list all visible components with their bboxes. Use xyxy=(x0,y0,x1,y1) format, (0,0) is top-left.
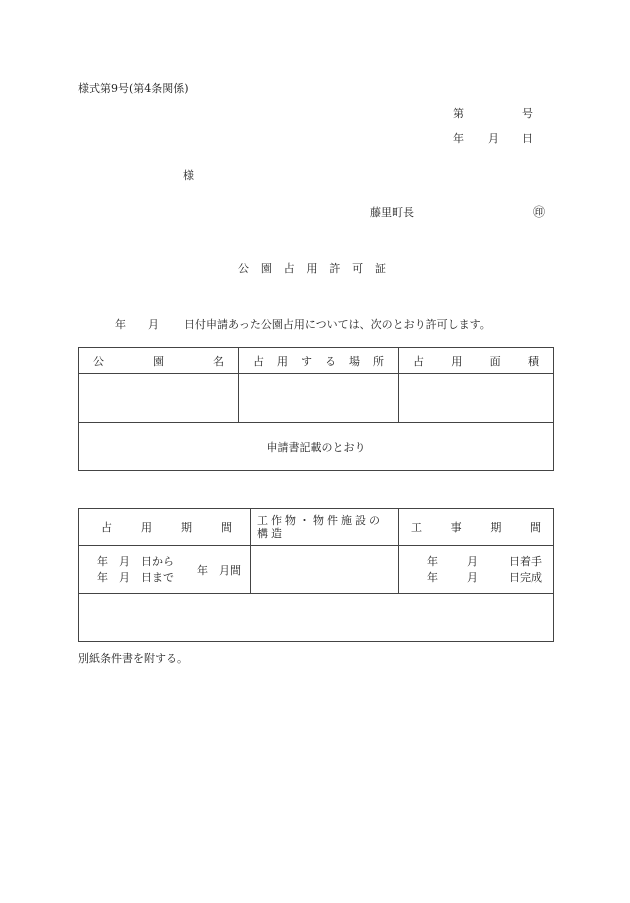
date-month-label: 月 xyxy=(488,132,499,145)
form-number: 様式第9号(第4条関係) xyxy=(78,82,189,95)
header-occupancy-period: 占 用 期 間 xyxy=(79,509,251,546)
occupancy-period-cell: 年 月 日から 年 月 日まで 年 月間 xyxy=(79,546,251,594)
application-note: 申請書記載のとおり xyxy=(79,423,554,471)
intro-text: 日付申請あった公園占用については、次のとおり許可します。 xyxy=(184,318,491,331)
occupancy-area-cell xyxy=(399,374,554,423)
structure-cell xyxy=(251,546,399,594)
construction-period-cell: 年 月 日着手 年 月 日完成 xyxy=(399,546,554,594)
intro-month: 月 xyxy=(148,318,159,331)
park-name-cell xyxy=(79,374,239,423)
issuer: 藤里町長 xyxy=(370,206,414,219)
remarks-cell xyxy=(79,594,554,642)
number-suffix: 号 xyxy=(522,107,533,120)
number-prefix: 第 xyxy=(453,107,464,120)
header-occupancy-place: 占 用 す る 場 所 xyxy=(239,348,399,374)
attachment-note: 別紙条件書を附する。 xyxy=(78,652,188,665)
occupancy-table xyxy=(78,347,554,471)
seal-mark: ㊞ xyxy=(533,205,546,219)
period-table xyxy=(78,508,554,642)
date-year-label: 年 xyxy=(453,132,464,145)
intro-year: 年 xyxy=(115,318,126,331)
occupancy-place-cell xyxy=(239,374,399,423)
header-structure: 工作物・物件施設の構造 xyxy=(251,509,399,546)
date-day-label: 日 xyxy=(522,132,533,145)
header-park-name: 公 園 名 xyxy=(79,348,239,374)
addressee-honorific: 様 xyxy=(183,169,194,182)
document-title: 公 園 占 用 許 可 証 xyxy=(238,262,386,275)
header-occupancy-area: 占 用 面 積 xyxy=(399,348,554,374)
header-construction-period: 工 事 期 間 xyxy=(399,509,554,546)
